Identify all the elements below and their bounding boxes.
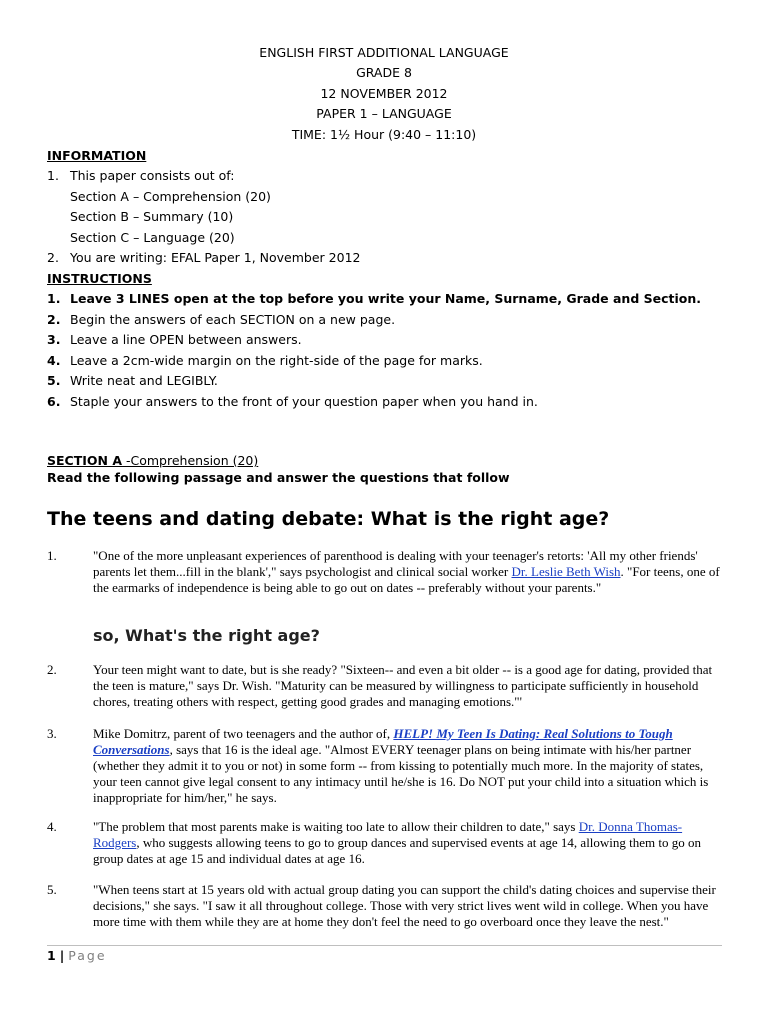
item-number: 1. xyxy=(47,168,59,183)
section-a-label-rest: -Comprehension (20) xyxy=(122,453,259,468)
page-number: 1 xyxy=(47,948,56,963)
paragraph-5: "When teens start at 15 years old with actual group dating you can support the child's dating choices and supervise their decisions," she says. "I saw it all throughout college. Those with very strict lives went wild in college. When you have more time with them while they are at home they don't feel the need to go overboard once they leave the nest." xyxy=(93,882,716,929)
time-line: TIME: 1½ Hour (9:40 – 11:10) xyxy=(291,127,477,142)
instruction-item: Begin the answers of each SECTION on a new page. xyxy=(70,312,396,327)
instruction-item: Leave 3 LINES open at the top before you write your Name, Surname, Grade and Section. xyxy=(70,291,702,306)
grade-line: GRADE 8 xyxy=(356,65,412,80)
paragraph-number: 4. xyxy=(47,819,57,834)
section-b-summary: Section B – Summary (10) xyxy=(70,209,234,224)
instruction-item: Leave a 2cm-wide margin on the right-side of the page for marks. xyxy=(70,353,483,368)
paragraph-text: , says that 16 is the ideal age. "Almost EVERY teenager plans on being intimate with his/her partner (whether they admit it to you or not) in some form -- from kissing to potentially much more. In the majority of states, your teen cannot give legal consent to any intimacy until he/she is 16. Do NOT put your child into a situation which is inappropriate for him/her," he says. xyxy=(93,742,709,805)
article-subheading: so, What's the right age? xyxy=(93,626,320,645)
paragraph-text: Mike Domitrz, parent of two teenagers and the author of, xyxy=(93,726,394,741)
subject-title: ENGLISH FIRST ADDITIONAL LANGUAGE xyxy=(259,45,509,60)
article-title: The teens and dating debate: What is the right age? xyxy=(47,508,610,530)
section-c-summary: Section C – Language (20) xyxy=(70,230,235,245)
instruction-item: Write neat and LEGIBLY. xyxy=(70,373,218,388)
paragraph-text: "The problem that most parents make is waiting too late to allow their children to date," says xyxy=(93,819,579,834)
paragraph-text: , who suggests allowing teens to go to group dances and supervised events at age 14, allowing them to go on group dates at age 15 and individual dates at age 16. xyxy=(93,835,702,866)
information-item-1-text: This paper consists out of: xyxy=(70,168,235,183)
link-help-my-teen-is-dating[interactable]: HELP! My Teen Is Dating: Real Solutions to Tough Conversations xyxy=(93,726,673,757)
paragraph-number: 2. xyxy=(47,662,57,677)
paragraph-text: . "For teens, one of the earmarks of independence is being able to go out on dates -- preferably without your parents." xyxy=(93,564,720,595)
instruction-number: 4. xyxy=(47,353,61,368)
paragraph-4 xyxy=(93,819,723,867)
paragraph-number: 1. xyxy=(47,548,57,563)
instructions-heading: INSTRUCTIONS xyxy=(47,271,152,286)
information-item-2-text: You are writing: EFAL Paper 1, November 2012 xyxy=(70,250,361,265)
information-item-1 xyxy=(47,166,59,186)
link-dr-donna-thomas-rodgers[interactable]: Dr. Donna Thomas-Rodgers xyxy=(93,819,683,850)
paragraph-number: 3. xyxy=(47,726,57,741)
instruction-number: 5. xyxy=(47,373,61,388)
section-a-label: SECTION A xyxy=(47,453,123,468)
link-dr-leslie-beth-wish[interactable]: Dr. Leslie Beth Wish xyxy=(511,564,621,579)
page-footer xyxy=(47,947,107,965)
paragraph-2: Your teen might want to date, but is she ready? "Sixteen-- and even a bit older -- is a good age for dating, provided that the teen is mature," says Dr. Wish. "Maturity can be measured by willingness to participate sufficiently in household chores, treating others with respect, getting good grades and managing emotions."' xyxy=(93,662,713,709)
paragraph-3 xyxy=(93,726,723,806)
instruction-number: 1. xyxy=(47,291,61,306)
instruction-item: Leave a line OPEN between answers. xyxy=(70,332,302,347)
information-heading: INFORMATION xyxy=(47,148,147,163)
paragraph-1 xyxy=(93,548,723,596)
information-item-2-number: 2. xyxy=(47,250,59,265)
instruction-number: 6. xyxy=(47,394,61,409)
section-a-summary: Section A – Comprehension (20) xyxy=(70,189,271,204)
date-line: 12 NOVEMBER 2012 xyxy=(320,86,448,101)
page-label: Page xyxy=(68,948,107,963)
paragraph-text: "One of the more unpleasant experiences of parenthood is dealing with your teenager's retorts: 'All my other friends' parents let them...fill in the blank'," says psychologist and clinical social worker xyxy=(93,548,698,579)
footer-divider xyxy=(47,945,722,946)
instruction-item: Staple your answers to the front of your question paper when you hand in. xyxy=(70,394,538,409)
instruction-number: 2. xyxy=(47,312,61,327)
paragraph-number: 5. xyxy=(47,882,57,897)
page-separator: | xyxy=(59,948,65,963)
instruction-number: 3. xyxy=(47,332,61,347)
section-a-instruction: Read the following passage and answer the questions that follow xyxy=(47,470,510,485)
paper-line: PAPER 1 – LANGUAGE xyxy=(316,106,452,121)
